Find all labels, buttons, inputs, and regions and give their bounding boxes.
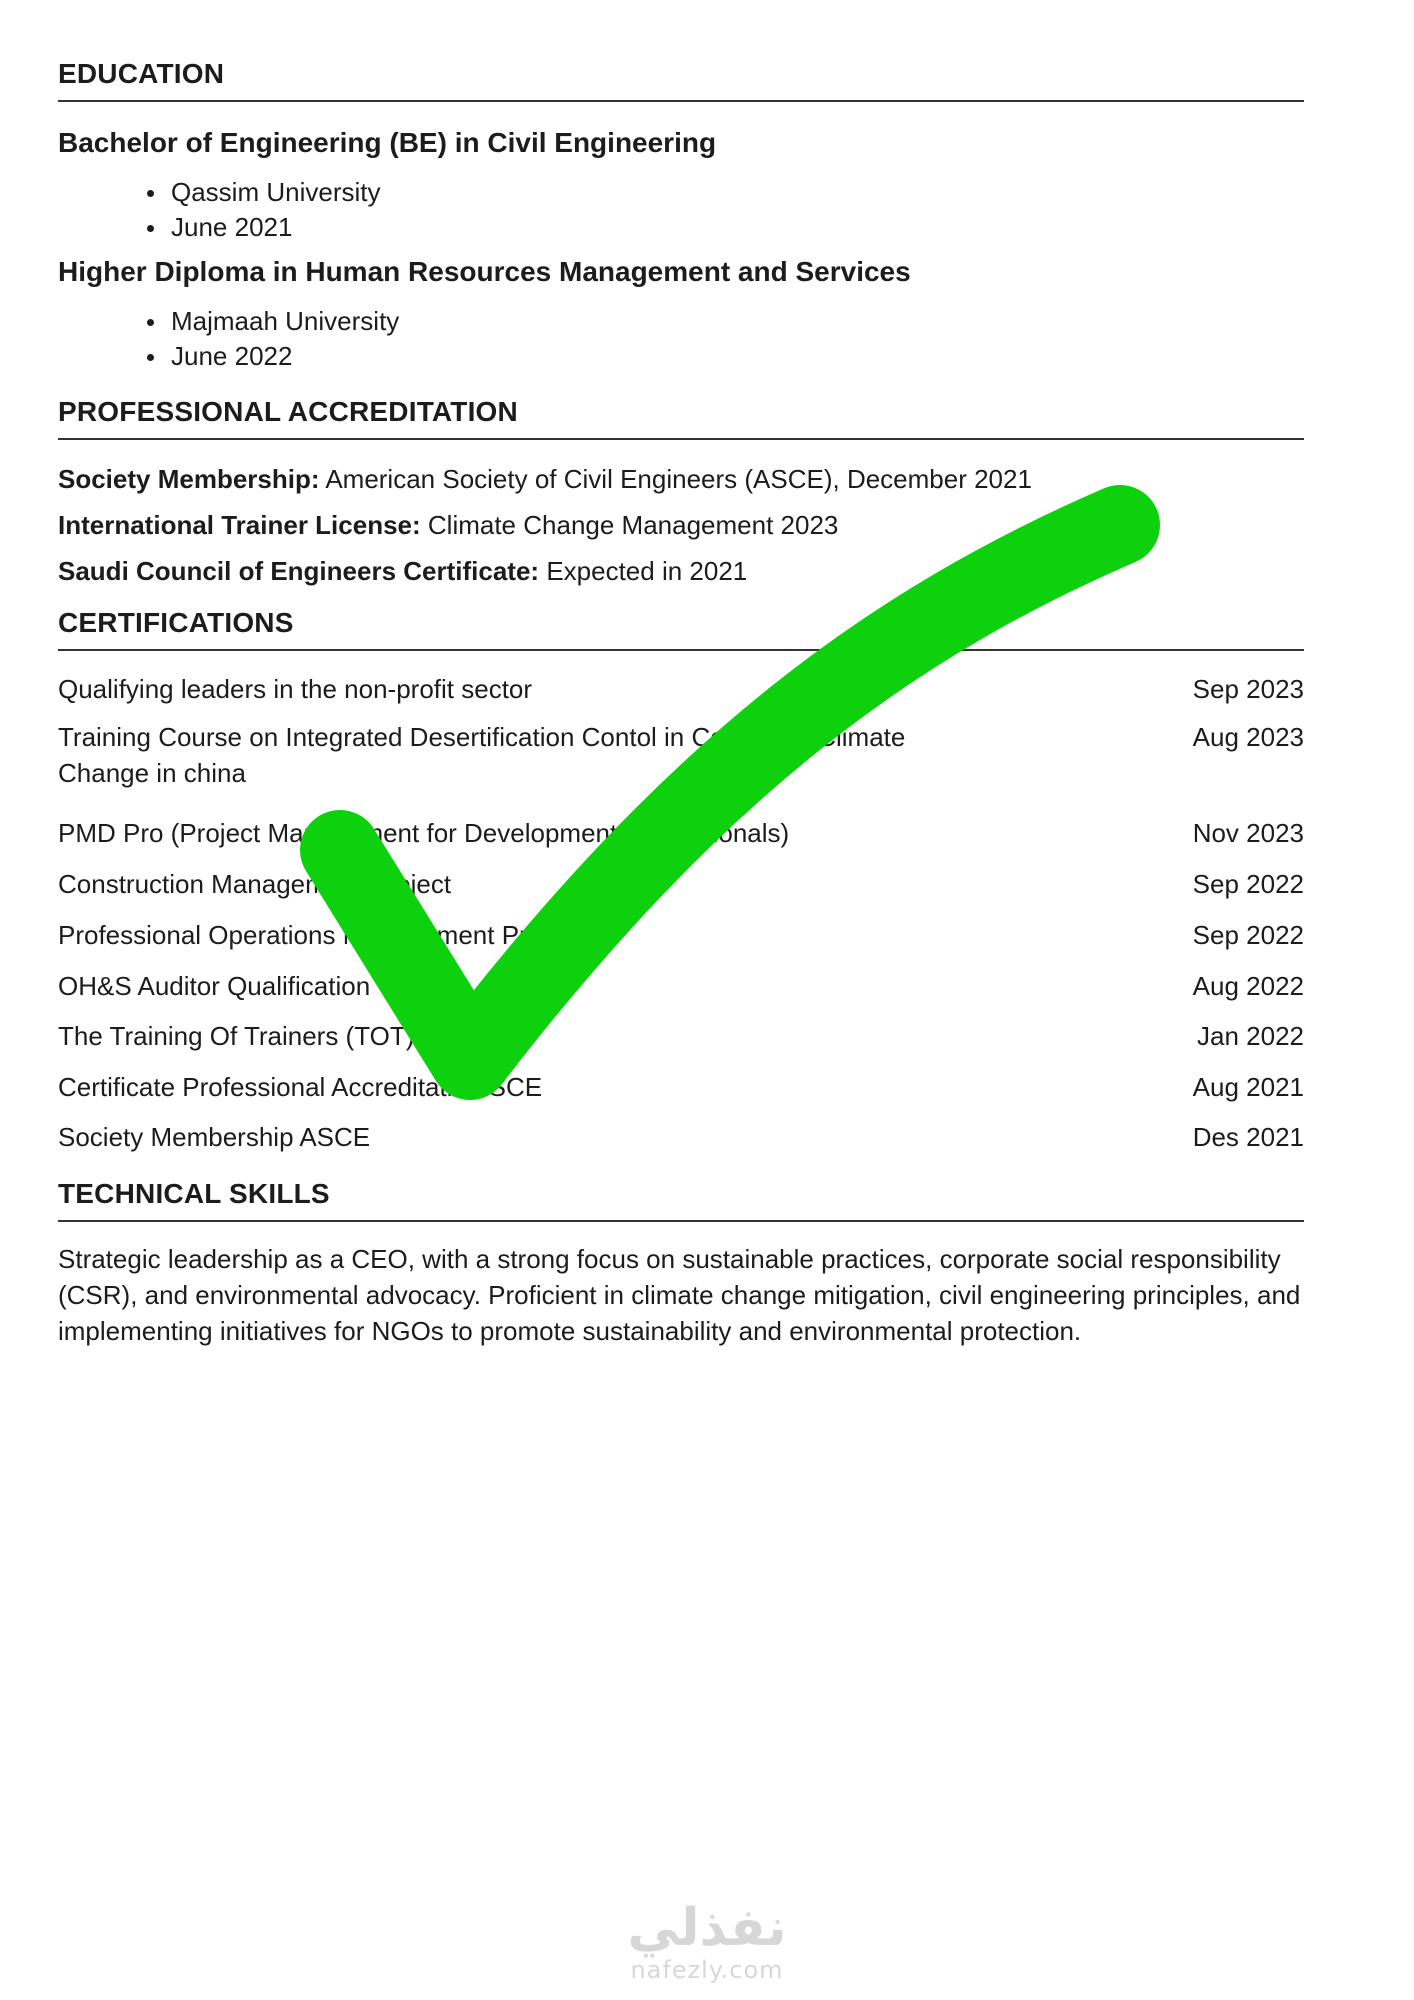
accreditation-value: American Society of Civil Engineers (ASCE), December 2021: [325, 464, 1032, 494]
skills-section: [58, 1178, 1304, 1222]
certification-name: Professional Operations Management Program: [58, 920, 602, 950]
certification-name: Society Membership ASCE: [58, 1122, 371, 1152]
degree-1: [58, 127, 1304, 159]
accreditation-heading: PROFESSIONAL ACCREDITATION: [58, 396, 1304, 440]
education-section: [58, 58, 1304, 102]
watermark: [0, 1900, 1414, 1984]
certification-name: Training Course on Integrated Desertification Contol in Context of Climate Change in china: [58, 722, 906, 788]
certification-date: Aug 2021: [1192, 1072, 1304, 1102]
list-item: Qassim University: [58, 175, 1304, 210]
certification-name: Construction Management Project: [58, 869, 452, 899]
certification-row: [58, 1018, 1304, 1054]
list-item: June 2022: [58, 339, 1304, 374]
certification-row: [58, 968, 1304, 1004]
certification-date: Sep 2022: [1192, 869, 1304, 899]
certification-date: Sep 2023: [1192, 674, 1304, 704]
watermark-logo: نفذلي: [627, 1898, 787, 1958]
degree-1-details: [58, 175, 1304, 245]
degree-2-details: [58, 304, 1304, 374]
skills-paragraph: Strategic leadership as a CEO, with a strong focus on sustainable practices, corporate social responsibility (CSR), and environmental advocacy. Proficient in climate change mitigation, civil engineering principles, and implementing initiatives for NGOs to promote sustainability and environmental protection.: [58, 1244, 1301, 1346]
certification-name: Qualifying leaders in the non-profit sector: [58, 674, 533, 704]
certification-date: Aug 2022: [1192, 971, 1304, 1001]
certification-date: Nov 2023: [1192, 818, 1304, 848]
accreditation-label: Saudi Council of Engineers Certificate:: [58, 556, 540, 586]
certification-date: Aug 2023: [1192, 722, 1304, 752]
degree-title: Bachelor of Engineering (BE) in Civil Engineering: [58, 127, 717, 158]
certification-row: [58, 671, 1304, 707]
certification-name: Certificate Professional Accreditation SCE: [58, 1072, 543, 1102]
degree-title: Higher Diploma in Human Resources Management and Services: [58, 256, 911, 287]
certification-row: [58, 1119, 1304, 1155]
certification-date: Des 2021: [1192, 1122, 1304, 1152]
accreditation-label: International Trainer License:: [58, 510, 421, 540]
accreditation-label: Society Membership:: [58, 464, 320, 494]
accreditation-value: Expected in 2021: [546, 556, 748, 586]
certification-row: [58, 815, 1304, 851]
certification-name: OH&S Auditor Qualification: [58, 971, 371, 1001]
accreditation-item: [58, 456, 1304, 502]
certification-row: [58, 866, 1304, 902]
certification-name: PMD Pro (Project Management for Development Professionals): [58, 818, 790, 848]
certification-row: [58, 917, 1304, 953]
accreditation-section: [58, 396, 1304, 440]
certification-row: [58, 1069, 1304, 1105]
list-item: Majmaah University: [58, 304, 1304, 339]
watermark-url: nafezly.com: [630, 1956, 784, 1984]
certifications-heading: CERTIFICATIONS: [58, 607, 1304, 651]
accreditation-item: [58, 548, 1304, 594]
certification-date: Jan 2022: [1197, 1021, 1304, 1051]
certifications-section: [58, 607, 1304, 651]
accreditation-list: [58, 456, 1304, 594]
certification-name: The Training Of Trainers (TOT): [58, 1021, 415, 1051]
accreditation-value: Climate Change Management 2023: [427, 510, 839, 540]
certification-row: [58, 719, 1304, 791]
degree-2: [58, 256, 1304, 288]
certification-date: Sep 2022: [1192, 920, 1304, 950]
education-heading: EDUCATION: [58, 58, 1304, 102]
skills-heading: TECHNICAL SKILLS: [58, 1178, 1304, 1222]
accreditation-item: [58, 502, 1304, 548]
list-item: June 2021: [58, 210, 1304, 245]
